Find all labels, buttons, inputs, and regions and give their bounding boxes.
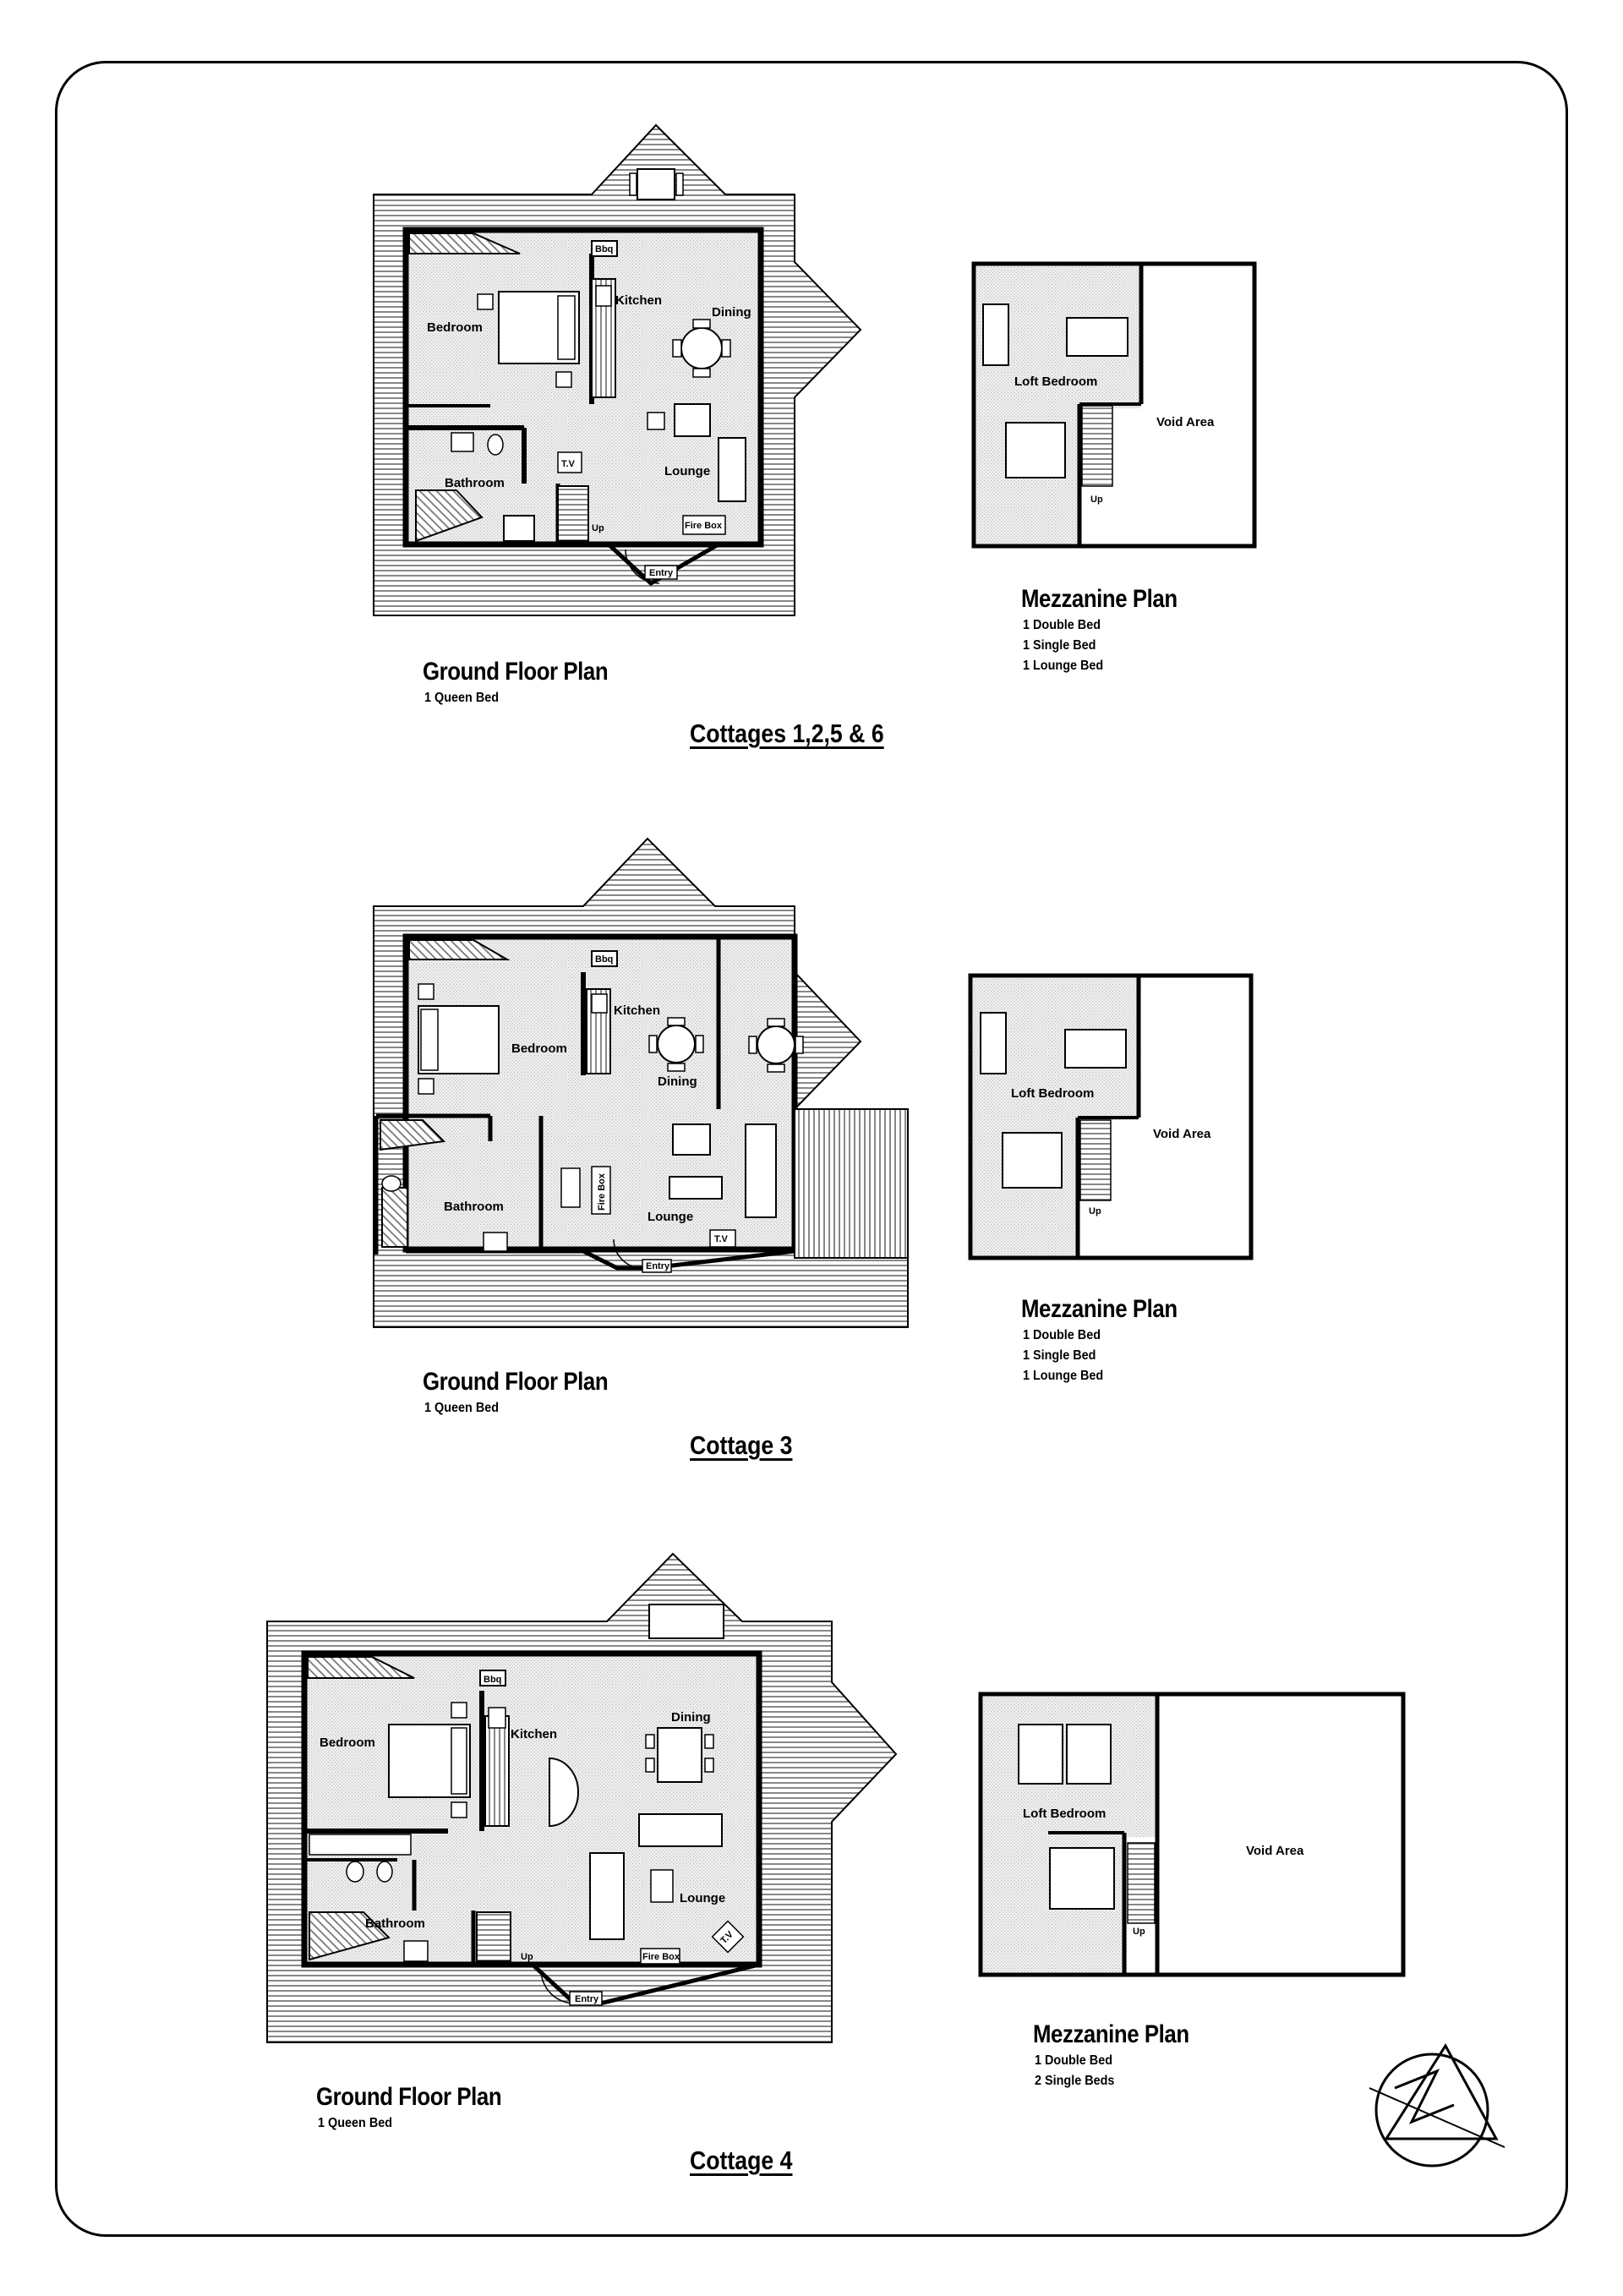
label-entry: Entry: [649, 568, 674, 578]
label-bbq: Bbq: [595, 244, 614, 254]
cottage-title-2: Cottage 3: [690, 1430, 793, 1460]
label-bedroom: Bedroom: [320, 1736, 375, 1750]
cottage-title-3: Cottage 4: [690, 2146, 793, 2175]
mezzanine-title-2: Mezzanine Plan: [1021, 1295, 1178, 1323]
label-firebox: Fire Box: [642, 1952, 680, 1962]
mezzanine-notes-2: [1023, 1326, 1103, 1386]
label-dining: Dining: [671, 1710, 711, 1725]
note-line: 1 Queen Bed: [318, 2116, 393, 2130]
mezzanine-title-3: Mezzanine Plan: [1033, 2020, 1189, 2048]
mezzanine-title-1: Mezzanine Plan: [1021, 585, 1178, 613]
label-tv: T.V: [719, 1929, 735, 1947]
label-kitchen: Kitchen: [614, 1003, 661, 1018]
label-bedroom: Bedroom: [427, 320, 483, 335]
label-tv: T.V: [714, 1234, 728, 1244]
label-void-area: Void Area: [1246, 1844, 1304, 1858]
note-line: 1 Lounge Bed: [1023, 659, 1104, 673]
mezzanine-plan-2: [970, 976, 1251, 1258]
note-line: 2 Single Beds: [1035, 2074, 1115, 2088]
note-line: 1 Double Bed: [1023, 618, 1101, 632]
label-bathroom: Bathroom: [444, 1200, 504, 1214]
ground-floor-plan-1: [374, 125, 861, 615]
ground-floor-plan-2: [374, 839, 908, 1327]
label-lounge: Lounge: [648, 1210, 694, 1224]
label-lounge: Lounge: [680, 1891, 726, 1905]
note-line: 1 Queen Bed: [424, 691, 500, 705]
mezzanine-plan-3: [981, 1694, 1403, 1975]
label-entry: Entry: [646, 1261, 670, 1271]
ground-floor-plan-3: [267, 1554, 896, 2042]
label-firebox: Fire Box: [597, 1173, 607, 1211]
label-kitchen: Kitchen: [615, 293, 663, 308]
label-up: Up: [592, 523, 604, 533]
architect-logo-icon: [1369, 2046, 1505, 2166]
label-up: Up: [521, 1952, 533, 1962]
mezzanine-notes-1: [1023, 615, 1103, 676]
label-dining: Dining: [712, 305, 751, 320]
label-entry: Entry: [575, 1994, 599, 2004]
label-lounge: Lounge: [664, 464, 711, 478]
note-line: 1 Single Bed: [1023, 1348, 1096, 1363]
label-up: Up: [1133, 1927, 1145, 1937]
label-kitchen: Kitchen: [511, 1727, 558, 1741]
note-line: 1 Lounge Bed: [1023, 1369, 1104, 1383]
label-firebox: Fire Box: [685, 521, 723, 531]
ground-floor-title-3: Ground Floor Plan: [316, 2083, 502, 2111]
label-loft-bedroom: Loft Bedroom: [1023, 1807, 1107, 1821]
cottage-title-1: Cottages 1,2,5 & 6: [690, 719, 884, 748]
label-up: Up: [1090, 495, 1103, 505]
mezzanine-notes-3: [1035, 2051, 1114, 2091]
ground-floor-notes-2: [424, 1398, 499, 1419]
label-bedroom: Bedroom: [511, 1041, 567, 1056]
ground-floor-notes-3: [318, 2113, 392, 2134]
note-line: 1 Queen Bed: [424, 1401, 500, 1415]
mezzanine-plan-1: [974, 264, 1254, 546]
note-line: 1 Single Bed: [1023, 638, 1096, 653]
label-bbq: Bbq: [484, 1675, 502, 1685]
label-tv: T.V: [561, 459, 575, 469]
label-dining: Dining: [658, 1074, 697, 1089]
label-bbq: Bbq: [595, 954, 614, 965]
note-line: 1 Double Bed: [1035, 2053, 1113, 2068]
label-void-area: Void Area: [1153, 1127, 1211, 1141]
ground-floor-title-2: Ground Floor Plan: [423, 1368, 609, 1396]
label-loft-bedroom: Loft Bedroom: [1014, 374, 1098, 389]
label-bathroom: Bathroom: [445, 476, 505, 490]
label-bathroom: Bathroom: [365, 1916, 425, 1931]
label-loft-bedroom: Loft Bedroom: [1011, 1086, 1095, 1101]
label-void-area: Void Area: [1156, 415, 1215, 429]
note-line: 1 Double Bed: [1023, 1328, 1101, 1342]
label-up: Up: [1089, 1206, 1101, 1216]
ground-floor-notes-1: [424, 688, 499, 708]
ground-floor-title-1: Ground Floor Plan: [423, 658, 609, 686]
